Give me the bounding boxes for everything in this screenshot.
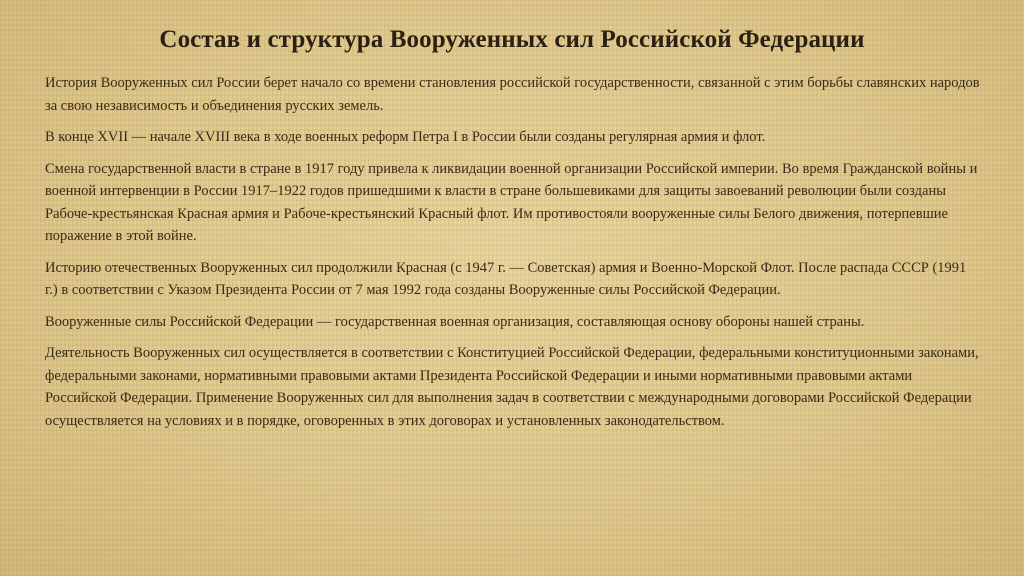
slide-content [45,72,980,441]
paragraph-legal-basis: Деятельность Вооруженных сил осуществляется в соответствии с Конституцией Российской Федерации, федеральными конституционными законами, федеральными законами, нормативными правовыми актами Президента Российской Федерации и иными нормативными правовыми актами Российской Федерации. Применение Вооруженных сил для выполнения задач в соответствии с международными договорами Российской Федерации осуществляется на условиях и в порядке, оговоренных в этих договорах и установленных законодательством. [45,345,979,429]
paragraph-history: История Вооруженных сил России берет начало со времени становления российской государственности, связанной с этим борьбы славянских народов за свою независимость и объединения русских земель. [45,75,980,114]
paragraph-definition: Вооруженные силы Российской Федерации — государственная военная организация, составляющая основу обороны нашей страны. [45,313,865,330]
paragraph-1917: Смена государственной власти в стране в 1917 году привела к ликвидации военной организации Российской империи. Во время Гражданской войны и военной интервенции в России 1917–1922 годов пришедшими к власти в стране большевиками для защиты завоеваний революции были созданы Рабоче-крестьянская Красная армия и Рабоче-крестьянский Красный флот. Им противостояли вооруженные силы Белого движения, потерпевшие поражение в этой войне. [45,160,978,244]
paragraph-soviet-army: Историю отечественных Вооруженных сил продолжили Красная (с 1947 г. — Советская) армия и Военно-Морской Флот. После распада СССР (1991 г.) в соответствии с Указом Президента России от 7 мая 1992 года созданы Вооруженные силы Российской Федерации. [45,259,967,298]
paragraph-peter-reforms: В конце XVII — начале XVIII века в ходе военных реформ Петра I в России были созданы регулярная армия и флот. [45,129,766,145]
slide-title: Состав и структура Вооруженных сил Российской Федерации [159,26,865,53]
